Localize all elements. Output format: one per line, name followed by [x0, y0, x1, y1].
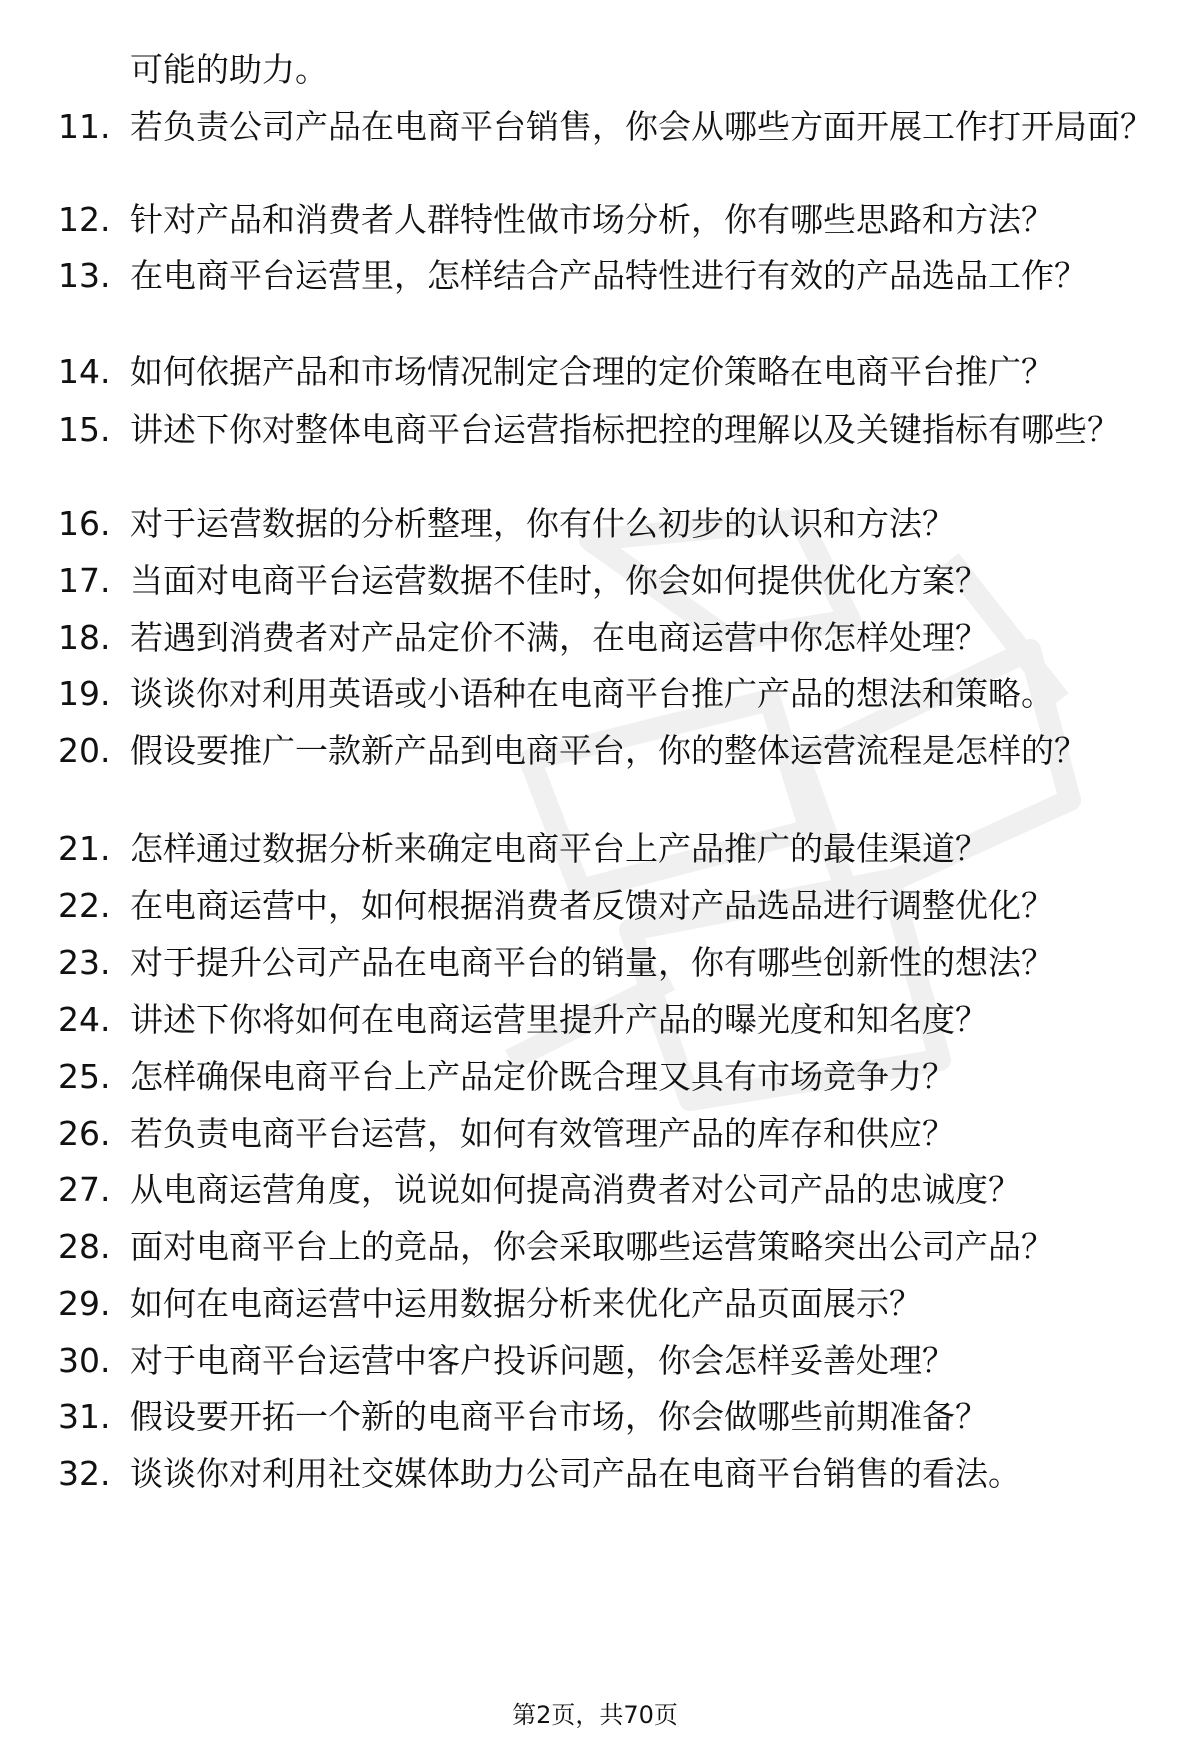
item-text: 怎样通过数据分析来确定电商平台上产品推广的最佳渠道？: [130, 829, 988, 868]
item-number: 12.: [58, 200, 111, 239]
item-number: 20.: [58, 731, 111, 770]
item-text: 从电商运营角度，说说如何提高消费者对公司产品的忠诚度？: [130, 1170, 1021, 1209]
item-text: 若遇到消费者对产品定价不满，在电商运营中你怎样处理？: [130, 618, 988, 657]
item-number: 27.: [58, 1170, 111, 1209]
item-text: 在电商平台运营里，怎样结合产品特性进行有效的产品选品工作？: [130, 256, 1087, 295]
continuation-text: 可能的助力。: [130, 50, 328, 89]
item-text: 谈谈你对利用社交媒体助力公司产品在电商平台销售的看法。: [130, 1454, 1021, 1493]
item-number: 14.: [58, 352, 111, 391]
item-number: 28.: [58, 1227, 111, 1266]
item-text: 谈谈你对利用英语或小语种在电商平台推广产品的想法和策略。: [130, 674, 1054, 713]
item-number: 11.: [58, 107, 111, 146]
item-text: 讲述下你将如何在电商运营里提升产品的曝光度和知名度？: [130, 1000, 988, 1039]
item-number: 13.: [58, 256, 111, 295]
item-number: 17.: [58, 561, 111, 600]
page-footer: 第2页，共70页: [512, 1701, 678, 1729]
item-text: 如何在电商运营中运用数据分析来优化产品页面展示？: [130, 1284, 922, 1323]
item-number: 21.: [58, 829, 111, 868]
item-text: 对于提升公司产品在电商平台的销量，你有哪些创新性的想法？: [130, 943, 1054, 982]
item-number: 32.: [58, 1454, 111, 1493]
item-number: 23.: [58, 943, 111, 982]
item-number: 31.: [58, 1397, 111, 1436]
item-text: 若负责电商平台运营，如何有效管理产品的库存和供应？: [130, 1114, 955, 1153]
item-text: 当面对电商平台运营数据不佳时，你会如何提供优化方案？: [130, 561, 988, 600]
item-text: 假设要推广一款新产品到电商平台，你的整体运营流程是怎样的？: [130, 731, 1087, 770]
item-text: 讲述下你对整体电商平台运营指标把控的理解以及关键指标有哪些？: [130, 410, 1120, 449]
item-text: 若负责公司产品在电商平台销售，你会从哪些方面开展工作打开局面？: [130, 107, 1153, 146]
item-text: 面对电商平台上的竞品，你会采取哪些运营策略突出公司产品？: [130, 1227, 1054, 1266]
item-number: 26.: [58, 1114, 111, 1153]
item-number: 29.: [58, 1284, 111, 1323]
item-text: 怎样确保电商平台上产品定价既合理又具有市场竞争力？: [130, 1057, 955, 1096]
item-text: 对于运营数据的分析整理，你有什么初步的认识和方法？: [130, 504, 955, 543]
item-number: 15.: [58, 410, 111, 449]
item-number: 25.: [58, 1057, 111, 1096]
item-number: 19.: [58, 674, 111, 713]
item-text: 对于电商平台运营中客户投诉问题，你会怎样妥善处理？: [130, 1341, 955, 1380]
item-text: 针对产品和消费者人群特性做市场分析，你有哪些思路和方法？: [130, 200, 1054, 239]
item-text: 在电商运营中，如何根据消费者反馈对产品选品进行调整优化？: [130, 886, 1054, 925]
item-number: 18.: [58, 618, 111, 657]
item-number: 30.: [58, 1341, 111, 1380]
item-number: 16.: [58, 504, 111, 543]
item-number: 22.: [58, 886, 111, 925]
item-text: 假设要开拓一个新的电商平台市场，你会做哪些前期准备？: [130, 1397, 988, 1436]
item-text: 如何依据产品和市场情况制定合理的定价策略在电商平台推广？: [130, 352, 1054, 391]
item-number: 24.: [58, 1000, 111, 1039]
